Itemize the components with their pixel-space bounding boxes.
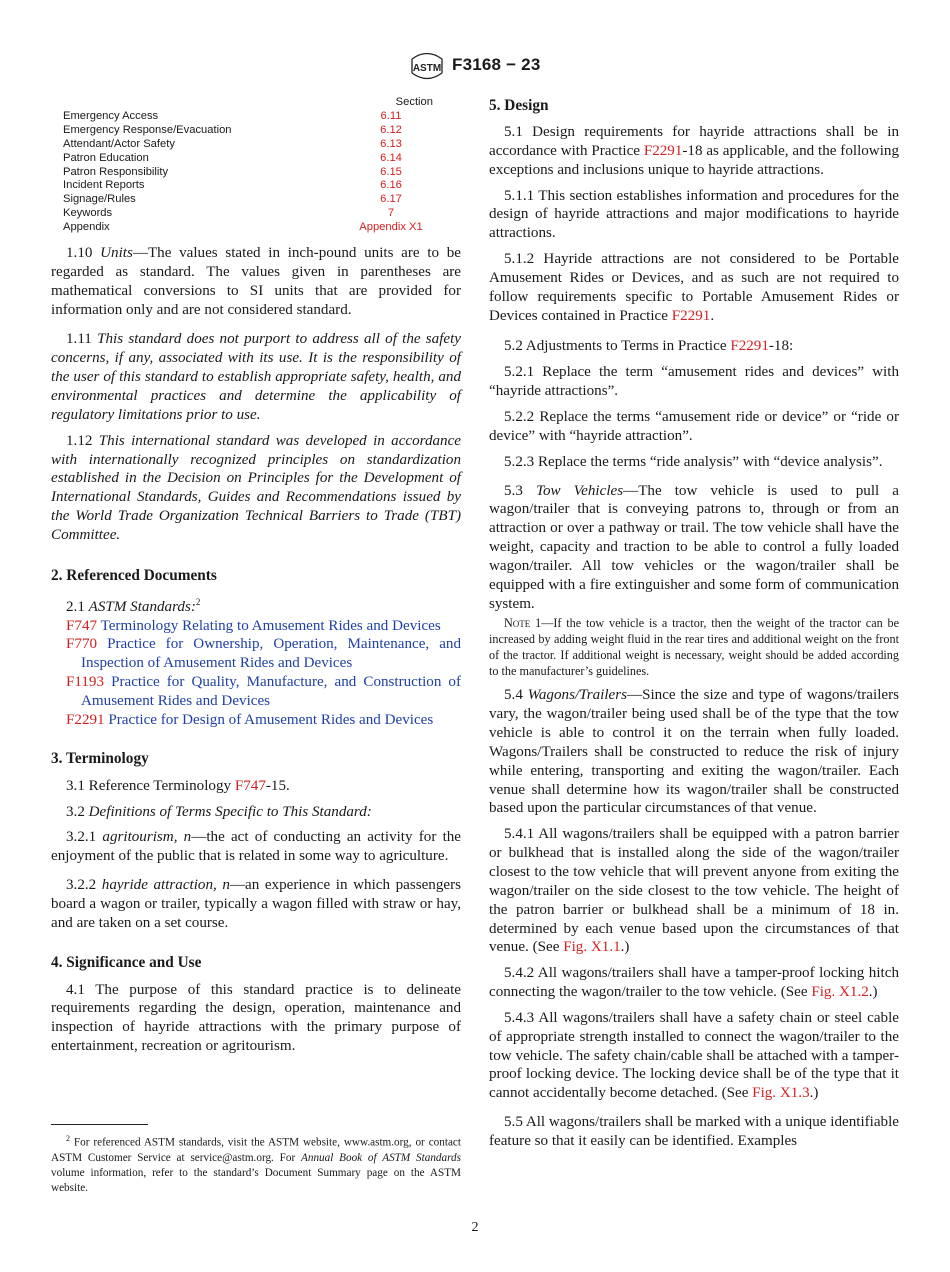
toc-section-link[interactable]: 6.17 bbox=[380, 193, 402, 206]
reference-code-link[interactable]: F2291 bbox=[66, 711, 105, 728]
paragraph-3-2-1: 3.2.1 agritourism, n—the act of conducting an activity for the enjoyment of the public that is related in some way to agriculture. bbox=[51, 829, 462, 865]
toc-row bbox=[51, 166, 461, 180]
paragraph-5-5: 5.5 All wagons/trailers shall be marked with a unique identifiable feature so that it easily can be identified. Examples bbox=[489, 1114, 899, 1149]
toc-section-link[interactable]: 6.12 bbox=[380, 123, 402, 136]
left-column bbox=[51, 96, 461, 1063]
page-number: 2 bbox=[471, 1220, 479, 1235]
footnote-rule bbox=[51, 1124, 148, 1125]
toc-section-link[interactable]: Appendix X1 bbox=[359, 221, 423, 234]
toc-entry-name: Appendix bbox=[63, 221, 110, 234]
toc-entry-name: Patron Responsibility bbox=[63, 165, 169, 178]
reference-item bbox=[51, 711, 461, 730]
paragraph-5-4-3: 5.4.3 All wagons/trailers shall have a safety chain or steel cable of appropriate strength installed to connect the wagon/trailer to the tow vehicle. The safety chain/cable shall be attached with a tamper-proof locking device. The locking device shall be of the type that it cannot accidentally become detached. (See Fig. X1.3.) bbox=[489, 1009, 899, 1102]
toc-row bbox=[51, 221, 461, 235]
link-f2291[interactable]: F2291 bbox=[730, 338, 769, 355]
paragraph-3-2: 3.2 Definitions of Terms Specific to This Standard: bbox=[66, 803, 372, 820]
contents-table bbox=[51, 96, 461, 235]
toc-row bbox=[51, 207, 461, 221]
paragraph-2-1: 2.1 ASTM Standards:$^2$ bbox=[66, 596, 201, 615]
paragraph-3-1: 3.1 Reference Terminology F747-15. bbox=[66, 777, 290, 794]
paragraph-5-4-2: 5.4.2 All wagons/trailers shall have a tamper-proof locking hitch connecting the wagon/trailer to the tow vehicle. (See Fig. X1.2.) bbox=[489, 965, 899, 1001]
toc-section-link[interactable]: 6.11 bbox=[380, 109, 402, 122]
paragraph-5-1-1: 5.1.1 This section establishes information and procedures for the design of hayride attractions and major modifications to hayride attractions. bbox=[489, 187, 899, 242]
toc-row bbox=[51, 124, 461, 138]
link-fig-x1-1[interactable]: Fig. X1.1 bbox=[563, 939, 621, 956]
paragraph-1-12: 1.12 This international standard was developed in accordance with internationally recognized principles on standardization established in the Decision on Principles for the Development of International Standards, Guides and Recommendations issued by the World Trade Organization Technical Barriers to Trade (TBT) Committee. bbox=[51, 432, 461, 543]
note-1: Note 1—If the tow vehicle is a tractor, then the weight of the tractor can be increased by adding weight fluid in the rear tires and additional weight on the front of the tractor. If additional weight is necessary, weight should be added according to the manufacturer’s guidelines. bbox=[489, 616, 900, 679]
footnote: $^2$ For referenced ASTM standards, visit the ASTM website, www.astm.org, or contact ASTM Customer Service at service@astm.org. For Annual Book of ASTM Standards volume information, refer to the standard’s Document Summary page on the ASTM website. bbox=[51, 1134, 461, 1195]
toc-section-link[interactable]: 6.15 bbox=[380, 165, 402, 178]
paragraph-1-10: 1.10 Units—The values stated in inch-pound units are to be regarded as standard. The values given in parentheses are mathematical conversions to SI units that are provided for information only and are not considered standard. bbox=[51, 245, 461, 318]
paragraph-1-11: 1.11 This standard does not purport to address all of the safety concerns, if any, associated with its use. It is the responsibility of the user of this standard to establish appropriate safety, health, and environmental practices and determine the applicability of regulatory limitations prior to use. bbox=[51, 331, 462, 423]
paragraph-3-2-2: 3.2.2 hayride attraction, n—an experience in which passengers board a wagon or trailer, typically a wagon filled with straw or hay, and are taken on a set course. bbox=[51, 877, 461, 931]
section-4-heading: 4. Significance and Use bbox=[51, 953, 202, 971]
toc-entry-name: Patron Education bbox=[63, 151, 149, 164]
paragraph-5-2-1: 5.2.1 Replace the term “amusement rides and devices” with “hayride attractions”. bbox=[489, 364, 899, 400]
toc-row bbox=[51, 152, 461, 166]
toc-section-link[interactable]: 7 bbox=[387, 207, 395, 220]
reference-title-link[interactable]: Terminology Relating to Amusement Rides and Devices bbox=[100, 617, 441, 634]
svg-text:ASTM: ASTM bbox=[412, 63, 442, 74]
toc-row bbox=[51, 179, 461, 193]
toc-section-link[interactable]: 6.16 bbox=[380, 179, 402, 192]
paragraph-5-4-1: 5.4.1 All wagons/trailers shall be equipped with a patron barrier or bulkhead that is installed along the side of the wagon/trailer closest to the tow vehicle that will prevent anyone from exiting the wagon/trailer on the side closest to the tow vehicle. The height of the patron barrier or bulkhead shall be a minimum of 18 in. determined by each venue based upon the circumstances of that venue. (See Fig. X1.1.) bbox=[489, 826, 899, 956]
reference-code-link[interactable]: F747 bbox=[66, 617, 98, 634]
toc-entry-name: Emergency Access bbox=[63, 109, 159, 122]
paragraph-5-1: 5.1 Design requirements for hayride attractions shall be in accordance with Practice F2291-18 as applicable, and the following exceptions and inclusions unique to hayride attractions. bbox=[489, 124, 899, 178]
paragraph-5-2: 5.2 Adjustments to Terms in Practice F2291-18: bbox=[504, 338, 794, 355]
paragraph-5-1-2: 5.1.2 Hayride attractions are not considered to be Portable Amusement Rides or Devices, and as such are not required to follow requirements specific to Portable Amusement Rides or Devices contained in Practice F2291. bbox=[489, 251, 899, 324]
link-f2291[interactable]: F2291 bbox=[643, 142, 683, 159]
toc-heading: Section bbox=[395, 96, 433, 108]
toc-entry-name: Keywords bbox=[63, 207, 113, 220]
section-3-heading: 3. Terminology bbox=[51, 749, 149, 767]
paragraph-5-4: 5.4 Wagons/Trailers—Since the size and type of wagons/trailers vary, the wagon/trailer being used shall be of the type that the tow vehicle is able to control it on the terrain when fully loaded. Wagons/Trailers shall be constructed to reduce the risk of injury while entering, transporting and exiting the wagon/trailer. Each venue shall determine how its wagon/trailer shall be constructed based upon the particular circumstances of that venue. bbox=[489, 687, 899, 817]
toc-row bbox=[51, 110, 461, 124]
reference-title-link[interactable]: Practice for Ownership, Operation, Maintenance, and Inspection of Amusement Rides and Devices bbox=[81, 636, 461, 672]
toc-entry-name: Incident Reports bbox=[63, 179, 145, 192]
right-column bbox=[489, 96, 899, 1158]
link-f2291[interactable]: F2291 bbox=[671, 307, 711, 324]
reference-item bbox=[51, 635, 461, 673]
reference-title-link[interactable]: Practice for Quality, Manufacture, and Construction of Amusement Rides and Devices bbox=[81, 674, 462, 709]
astm-logo-icon bbox=[408, 50, 446, 82]
section-2-heading: 2. Referenced Documents bbox=[51, 566, 217, 584]
link-f747[interactable]: F747 bbox=[234, 777, 266, 794]
document-id: F3168 − 23 bbox=[452, 55, 541, 74]
paragraph-5-2-2: 5.2.2 Replace the terms “amusement ride or device” or “ride or device” with “hayride attraction”. bbox=[489, 408, 899, 444]
reference-code-link[interactable]: F770 bbox=[66, 636, 98, 653]
referenced-documents-list bbox=[51, 617, 461, 730]
page-header bbox=[0, 50, 950, 84]
toc-entry-name: Emergency Response/Evacuation bbox=[63, 123, 232, 136]
link-fig-x1-2[interactable]: Fig. X1.2 bbox=[811, 984, 869, 1001]
toc-section-link[interactable]: 6.13 bbox=[380, 137, 402, 150]
paragraph-4-1: 4.1 The purpose of this standard practice is to delineate requirements regarding the design, operation, maintenance and inspection of hayride attractions with the primary purpose of entertainment, recreation or agritourism. bbox=[51, 981, 461, 1055]
toc-entry-name: Signage/Rules bbox=[63, 193, 136, 206]
reference-title-link[interactable]: Practice for Design of Amusement Rides and Devices bbox=[108, 711, 434, 728]
toc-section-link[interactable]: 6.14 bbox=[380, 151, 402, 164]
toc-entry-name: Attendant/Actor Safety bbox=[63, 137, 175, 150]
reference-item bbox=[51, 673, 461, 711]
section-5-heading: 5. Design bbox=[489, 97, 549, 114]
reference-item bbox=[51, 617, 461, 636]
link-fig-x1-3[interactable]: Fig. X1.3 bbox=[752, 1085, 810, 1102]
paragraph-5-3: 5.3 Tow Vehicles—The tow vehicle is used to pull a wagon/trailer that is conveying patrons to, through or from an attraction or over a pathway or trail. The tow vehicle shall have the weight, capacity and traction to be able to control a fully loaded wagon/trailer. All tow vehicles or the wagon/trailer shall be equipped with a fire extinguisher and some form of communication system. bbox=[489, 482, 899, 612]
reference-code-link[interactable]: F1193 bbox=[66, 674, 105, 691]
toc-row bbox=[51, 138, 461, 152]
toc-row bbox=[51, 193, 461, 207]
paragraph-5-2-3: 5.2.3 Replace the terms “ride analysis” with “device analysis”. bbox=[504, 453, 883, 470]
